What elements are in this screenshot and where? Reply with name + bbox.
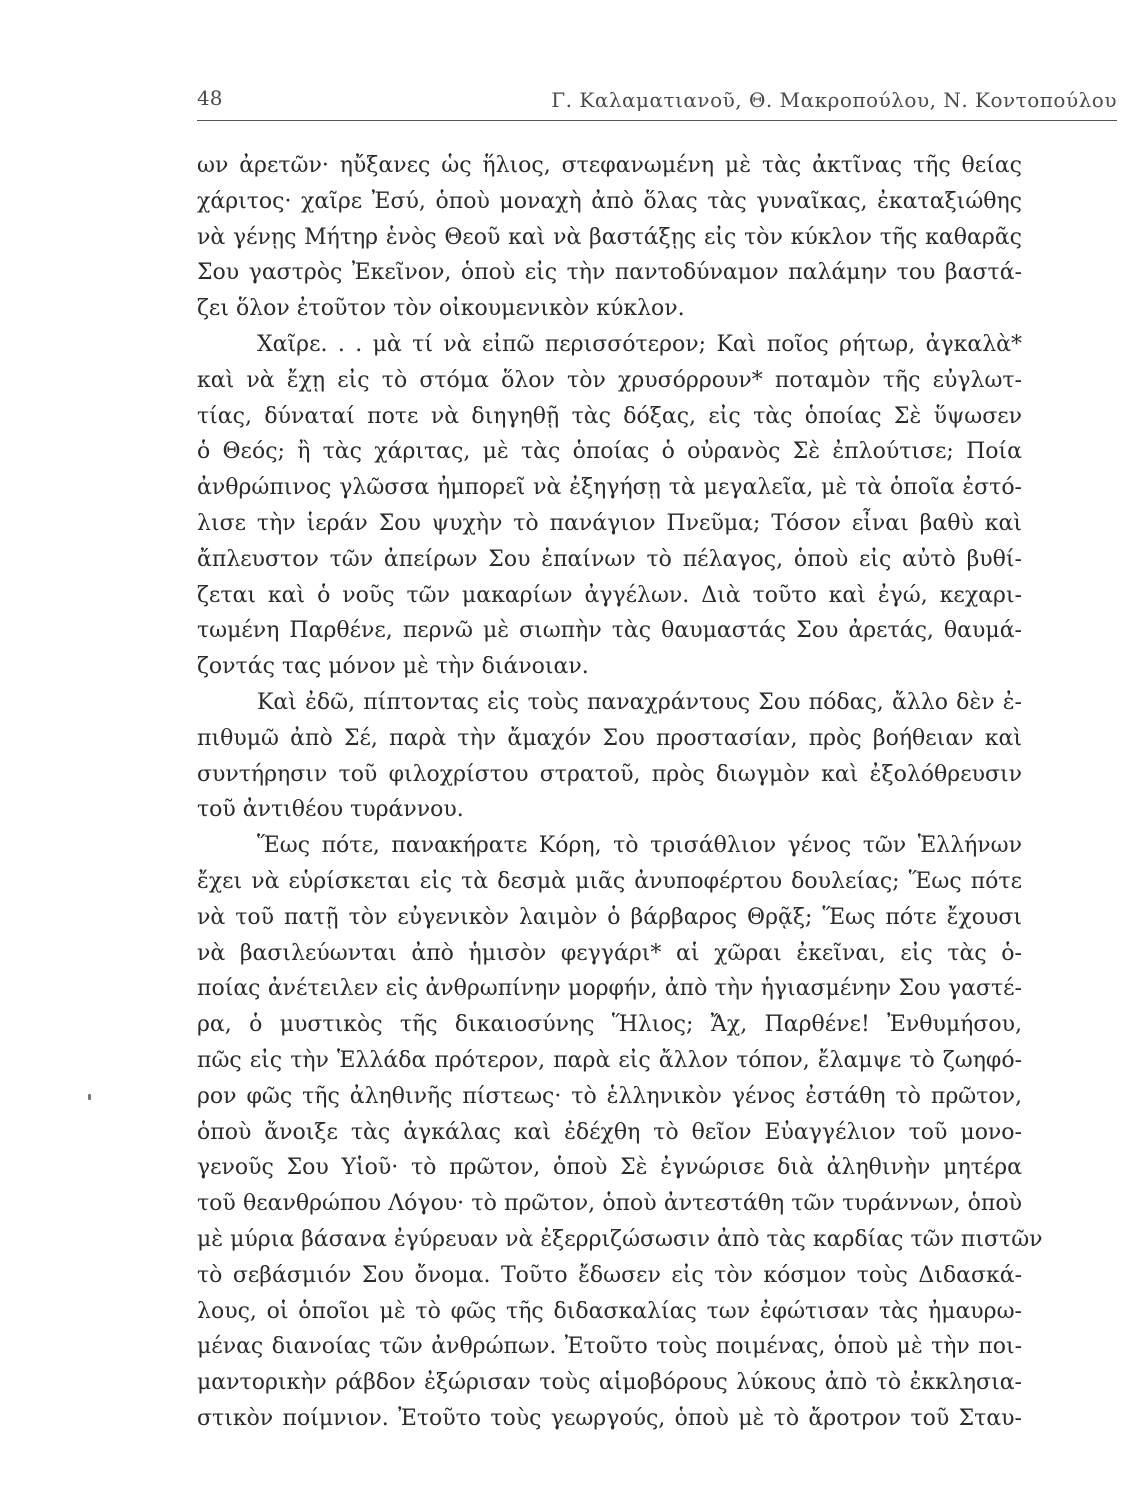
text-line: νὰ βασιλεύωνται ἀπὸ ἡμισὸν φεγγάρι* αἱ χῶραι ἐκεῖναι, εἰς τὰς ὁ-	[197, 940, 1022, 966]
text-line: Σου γαστρὸς Ἐκεῖνον, ὁποὺ εἰς τὴν παντοδύναμον παλάμην του βαστά-	[197, 260, 1022, 286]
text-line: ἄπλευστον τῶν ἀπείρων Σου ἐπαίνων τὸ πέλαγος, ὁποὺ εἰς αὐτὸ βυθί-	[197, 546, 1022, 572]
text-line: καὶ νὰ ἔχῃ εἰς τὸ στόμα ὅλον τὸν χρυσόρρουν* ποταμὸν τῆς εὐγλωτ-	[197, 367, 1022, 393]
running-head: Γ. Καλαματιανοῦ, Θ. Μακροπούλου, Ν. Κοντοπούλου	[551, 88, 1117, 112]
text-line: μὲ μύρια βάσανα ἐγύρευαν νὰ ἐξερριζώσωσιν ἀπὸ τὰς καρδίας τῶν πιστῶν	[197, 1226, 1043, 1252]
body-text	[197, 148, 1043, 1437]
text-line: ἔχει νὰ εὑρίσκεται εἰς τὰ δεσμὰ μιᾶς ἀνυποφέρτου δουλείας; Ἕως πότε	[197, 868, 1022, 894]
text-line: ζοντάς τας μόνον μὲ τὴν διάνοιαν.	[197, 654, 589, 680]
text-line: πῶς εἰς τὴν Ἑλλάδα πρότερον, παρὰ εἰς ἄλλον τόπον, ἔλαμψε τὸ ζωηφό-	[197, 1047, 1022, 1073]
text-line: ποίας ἀνέτειλεν εἰς ἀνθρωπίνην μορφήν, ἀπὸ τὴν ἡγιασμένην Σου γαστέ-	[197, 976, 1022, 1002]
text-line: συντήρησιν τοῦ φιλοχρίστου στρατοῦ, πρὸς διωγμὸν καὶ ἐξολόθρευσιν	[197, 761, 1022, 787]
page-header	[197, 86, 1117, 120]
text-line: τὸ σεβάσμιόν Σου ὄνομα. Τοῦτο ἔδωσεν εἰς τὸν κόσμον τοὺς Διδασκά-	[197, 1262, 1022, 1288]
text-line: ἀνθρώπινος γλῶσσα ἠμπορεῖ νὰ ἐξηγήσῃ τὰ μεγαλεῖα, μὲ τὰ ὁποῖα ἐστό-	[197, 475, 1022, 501]
text-line: τοῦ θεανθρώπου Λόγου· τὸ πρῶτον, ὁποὺ ἀντεστάθη τῶν τυράννων, ὁποὺ	[197, 1191, 1022, 1217]
text-line: ὁποὺ ἄνοιξε τὰς ἀγκάλας καὶ ἐδέχθη τὸ θεῖον Εὐαγγέλιον τοῦ μονο-	[197, 1119, 1022, 1145]
text-line: λισε τὴν ἱεράν Σου ψυχὴν τὸ πανάγιον Πνεῦμα; Τόσον εἶναι βαθὺ καὶ	[197, 510, 1022, 536]
text-line: τοῦ ἀντιθέου τυράννου.	[197, 797, 464, 823]
text-line: τωμένη Παρθένε, περνῶ μὲ σιωπὴν τὰς θαυμαστάς Σου ἀρετάς, θαυμά-	[197, 618, 1022, 644]
text-line: τίας, δύναταί ποτε νὰ διηγηθῇ τὰς δόξας, εἰς τὰς ὁποίας Σὲ ὕψωσεν	[197, 403, 1022, 429]
text-line: ων ἀρετῶν· ηὔξανες ὡς ἥλιος, στεφανωμένη μὲ τὰς ἀκτῖνας τῆς θείας	[197, 153, 1022, 178]
text-line: μαντορικὴν ράβδον ἐξώρισαν τοὺς αἱμοβόρους λύκους ἀπὸ τὸ ἐκκλησια-	[197, 1370, 1022, 1396]
text-line: γενοῦς Σου Υἱοῦ· τὸ πρῶτον, ὁποὺ Σὲ ἐγνώρισε διὰ ἀληθινὴν μητέρα	[197, 1155, 1022, 1181]
text-line: νὰ τοῦ πατῇ τὸν εὐγενικὸν λαιμὸν ὁ βάρβαρος Θρᾷξ; Ἕως πότε ἔχουσι	[197, 904, 1022, 930]
header-rule	[197, 120, 1117, 121]
text-line: ὁ Θεός; ἢ τὰς χάριτας, μὲ τὰς ὁποίας ὁ οὐρανὸς Σὲ ἐπλούτισε; Ποία	[197, 439, 1022, 465]
text-line: στικὸν ποίμνιον. Ἐτοῦτο τοὺς γεωργούς, ὁποὺ μὲ τὸ ἄροτρον τοῦ Σταυ-	[197, 1405, 1022, 1431]
text-line: ρα, ὁ μυστικὸς τῆς δικαιοσύνης Ἥλιος; Ἄχ, Παρθένε! Ἐνθυμήσου,	[197, 1012, 1022, 1038]
text-line: νὰ γένῃς Μήτηρ ἑνὸς Θεοῦ καὶ νὰ βαστάξῃς εἰς τὸν κύκλον τῆς καθαρᾶς	[197, 224, 1022, 250]
text-line: ρον φῶς τῆς ἀληθινῆς πίστεως· τὸ ἑλληνικὸν γένος ἐστάθη τὸ πρῶτον,	[197, 1083, 1022, 1109]
text-line: Ἕως πότε, πανακήρατε Κόρη, τὸ τρισάθλιον γένος τῶν Ἑλλήνων	[257, 833, 1022, 859]
text-line: Καὶ ἐδῶ, πίπτοντας εἰς τοὺς παναχράντους Σου πόδας, ἄλλο δὲν ἐ-	[257, 689, 1022, 715]
text-line: ζει ὅλον ἐτοῦτον τὸν οἰκουμενικὸν κύκλον.	[197, 296, 685, 322]
text-line: λους, οἱ ὁποῖοι μὲ τὸ φῶς τῆς διδασκαλίας των ἐφώτισαν τὰς ἠμαυρω-	[197, 1298, 1022, 1324]
text-line: χάριτος· χαῖρε Ἐσύ, ὁποὺ μοναχὴ ἀπὸ ὅλας τὰς γυναῖκας, ἐκαταξιώθης	[197, 188, 1022, 214]
text-line: πιθυμῶ ἀπὸ Σέ, παρὰ τὴν ἄμαχόν Σου προστασίαν, πρὸς βοήθειαν καὶ	[197, 725, 1022, 751]
scan-speck	[88, 1094, 91, 1100]
page-number: 48	[197, 86, 223, 110]
text-line: ζεται καὶ ὁ νοῦς τῶν μακαρίων ἀγγέλων. Διὰ τοῦτο καὶ ἐγώ, κεχαρι-	[197, 582, 1022, 608]
text-line: Χαῖρε. . . μὰ τί νὰ εἰπῶ περισσότερον; Καὶ ποῖος ρήτωρ, ἀγκαλὰ*	[257, 331, 1022, 357]
text-line: μένας διανοίας τῶν ἀνθρώπων. Ἐτοῦτο τοὺς ποιμένας, ὁποὺ μὲ τὴν ποι-	[197, 1334, 1022, 1360]
